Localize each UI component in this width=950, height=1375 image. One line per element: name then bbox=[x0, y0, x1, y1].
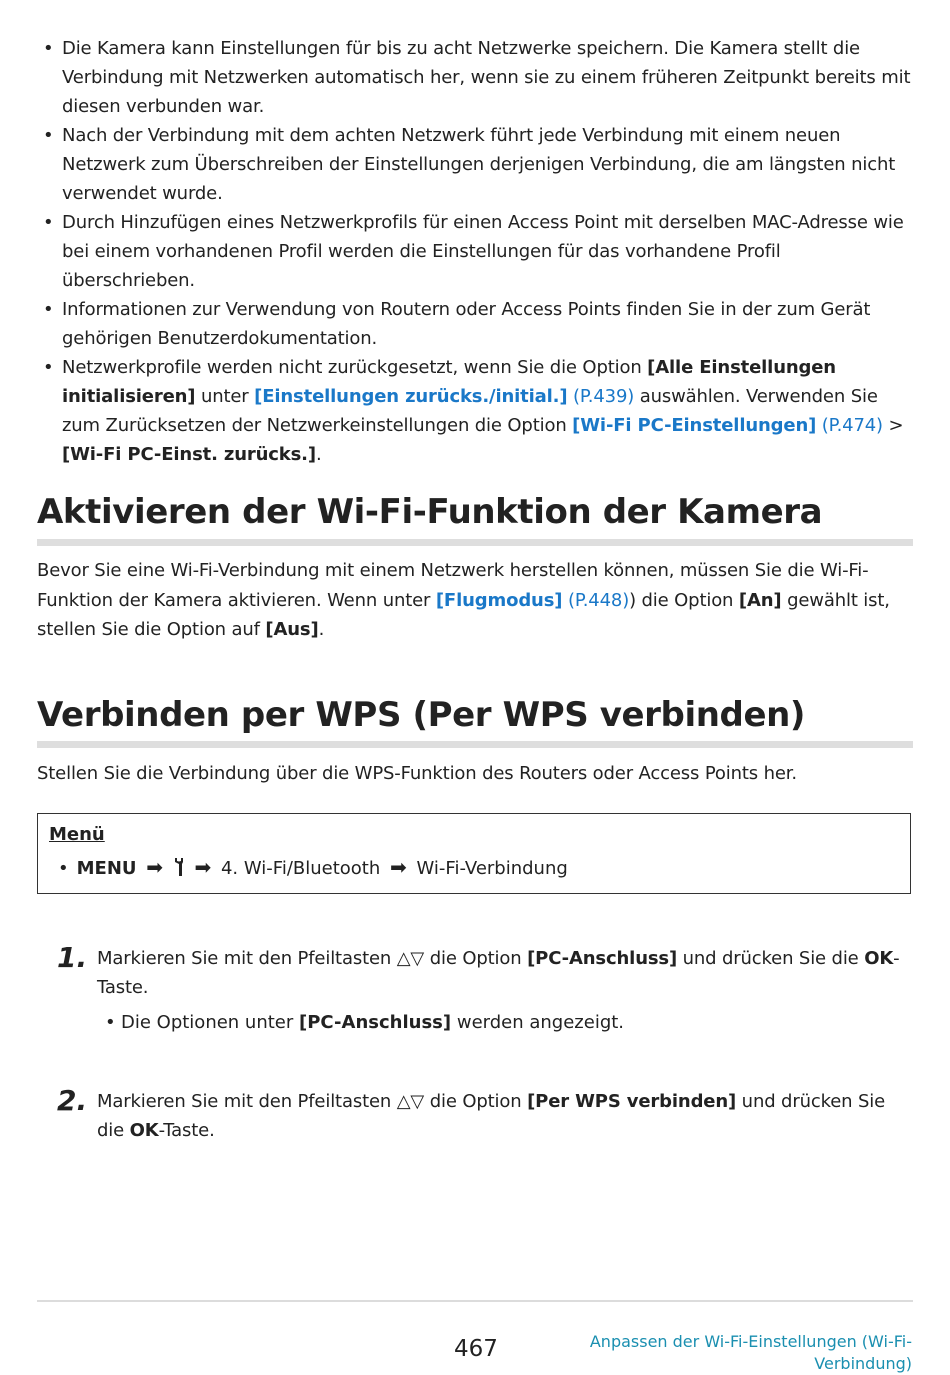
step-number: 2. bbox=[57, 1084, 88, 1117]
link-airplane-mode[interactable]: [Flugmodus] bbox=[435, 589, 563, 611]
bullet-dot: • bbox=[43, 299, 54, 320]
option-off: [Aus] bbox=[265, 619, 319, 640]
option-wifi-pc-reset: [Wi-Fi PC-Einst. zurücks.] bbox=[62, 444, 316, 465]
paragraph-text: gewählt ist, stellen Sie die Option auf bbox=[37, 589, 890, 640]
up-down-arrows-icon: △▽ bbox=[396, 948, 425, 969]
arrow-right-icon: ➡ bbox=[194, 855, 212, 879]
page-ref-link[interactable]: (P.474) bbox=[816, 415, 883, 436]
step-text bbox=[97, 1087, 912, 1145]
note-item bbox=[38, 295, 912, 353]
page-ref-link[interactable]: (P.448) bbox=[562, 589, 630, 611]
wrench-icon bbox=[173, 857, 185, 882]
paragraph-text: Bevor Sie eine Wi-Fi-Verbindung mit einem Netzwerk herstellen können, müssen Sie die Wi-Fi-Funktion der Kamera aktivieren. Wenn unter bbox=[37, 560, 869, 611]
note-text: Die Kamera kann Einstellungen für bis zu acht Netzwerke speichern. Die Kamera stellt die Verbindung mit Netzwerken automatisch her, wenn sie zu einem früheren Zeitpunkt bereits mit diesen verbunden war. bbox=[62, 38, 911, 117]
ok-button-label: OK bbox=[129, 1120, 159, 1141]
note-item bbox=[38, 353, 912, 469]
note-text: Durch Hinzufügen eines Netzwerkprofils für einen Access Point mit derselben MAC-Adresse wie bei einem vorhandenen Profil werden die Einstellungen für das vorhandene Profil überschrieben. bbox=[62, 212, 904, 291]
arrow-right-icon: ➡ bbox=[146, 855, 164, 879]
menu-item-wifi-connection: Wi-Fi-Verbindung bbox=[416, 858, 568, 879]
step-number: 1. bbox=[57, 941, 88, 974]
section-paragraph: Stellen Sie die Verbindung über die WPS-Funktion des Routers oder Access Points her. bbox=[37, 763, 797, 784]
note-text: > bbox=[882, 415, 904, 436]
menu-box-title: Menü bbox=[49, 824, 105, 845]
heading-rule bbox=[37, 741, 913, 748]
option-pc-connection: [PC-Anschluss] bbox=[299, 1012, 452, 1033]
link-reset-settings[interactable]: [Einstellungen zurücks./initial.] bbox=[254, 386, 568, 407]
section-paragraph bbox=[37, 556, 912, 645]
step-text-part: Markieren Sie mit den Pfeiltasten bbox=[97, 948, 397, 969]
step-1-note bbox=[99, 1008, 921, 1037]
menu-path-box bbox=[37, 813, 911, 894]
step-text-part: -Taste. bbox=[158, 1120, 215, 1141]
notes-list bbox=[38, 34, 912, 469]
option-on: [An] bbox=[738, 589, 782, 611]
bullet-dot: • bbox=[43, 212, 54, 233]
note-item bbox=[38, 208, 912, 295]
bullet-dot: • bbox=[43, 357, 54, 378]
step-text-part: -Taste. bbox=[97, 948, 900, 998]
step-text-part: die Option bbox=[424, 1091, 528, 1112]
paragraph-text: . bbox=[318, 619, 325, 640]
note-text: Nach der Verbindung mit dem achten Netzwerk führt jede Verbindung mit einem neuen Netzwerk zum Überschreiben der Einstellungen derjenigen Verbindung, die am längsten nicht verwendet wurde. bbox=[62, 125, 896, 204]
link-wifi-pc-settings[interactable]: [Wi-Fi PC-Einstellungen] bbox=[572, 415, 817, 436]
step-text-part: die Option bbox=[424, 948, 528, 969]
step-text bbox=[97, 944, 912, 1002]
menu-item-wifi-bluetooth: 4. Wi-Fi/Bluetooth bbox=[220, 858, 381, 879]
note-text: werden angezeigt. bbox=[451, 1012, 625, 1033]
ok-button-label: OK bbox=[864, 948, 894, 969]
note-item bbox=[38, 121, 912, 208]
note-text: unter bbox=[195, 386, 255, 407]
page-number: 467 bbox=[454, 1336, 498, 1362]
step-text-part: und drücken Sie die bbox=[97, 1091, 886, 1141]
note-text: Netzwerkprofile werden nicht zurückgesetzt, wenn Sie die Option bbox=[62, 357, 648, 378]
bullet-dot: • bbox=[43, 38, 54, 59]
note-text: auswählen. Verwenden Sie zum Zurücksetzen der Netzwerkeinstellungen die Option bbox=[62, 386, 878, 436]
note-text: . bbox=[315, 444, 322, 465]
note-item bbox=[38, 34, 912, 121]
footer-section-link[interactable]: Anpassen der Wi-Fi-Einstellungen (Wi-Fi-Verbindung) bbox=[589, 1332, 912, 1373]
paragraph-text: ) die Option bbox=[629, 589, 739, 611]
option-pc-connection: [PC-Anschluss] bbox=[527, 948, 678, 969]
step-text-part: und drücken Sie die bbox=[677, 948, 865, 969]
step-text-part: Markieren Sie mit den Pfeiltasten bbox=[97, 1091, 397, 1112]
footer-rule bbox=[37, 1300, 913, 1302]
bullet-dot: • bbox=[43, 125, 54, 146]
menu-label: MENU bbox=[76, 858, 137, 879]
arrow-right-icon: ➡ bbox=[390, 855, 407, 879]
up-down-arrows-icon: △▽ bbox=[396, 1091, 425, 1112]
option-all-settings-init: [Alle Einstellungen initialisieren] bbox=[62, 357, 836, 407]
section-heading-wps: Verbinden per WPS (Per WPS verbinden) bbox=[37, 695, 806, 735]
menu-path bbox=[58, 855, 568, 882]
page-ref-link[interactable]: (P.439) bbox=[567, 386, 635, 407]
section-heading-activate-wifi: Aktivieren der Wi-Fi-Funktion der Kamera bbox=[37, 492, 823, 532]
option-wps-connect: [Per WPS verbinden] bbox=[527, 1091, 737, 1112]
bullet-dot: • bbox=[105, 1012, 116, 1033]
note-text: Informationen zur Verwendung von Routern oder Access Points finden Sie in der zum Gerät gehörigen Benutzerdokumentation. bbox=[62, 299, 871, 349]
note-text: Die Optionen unter bbox=[121, 1012, 300, 1033]
bullet-dot: • bbox=[58, 858, 69, 879]
heading-rule bbox=[37, 539, 913, 546]
